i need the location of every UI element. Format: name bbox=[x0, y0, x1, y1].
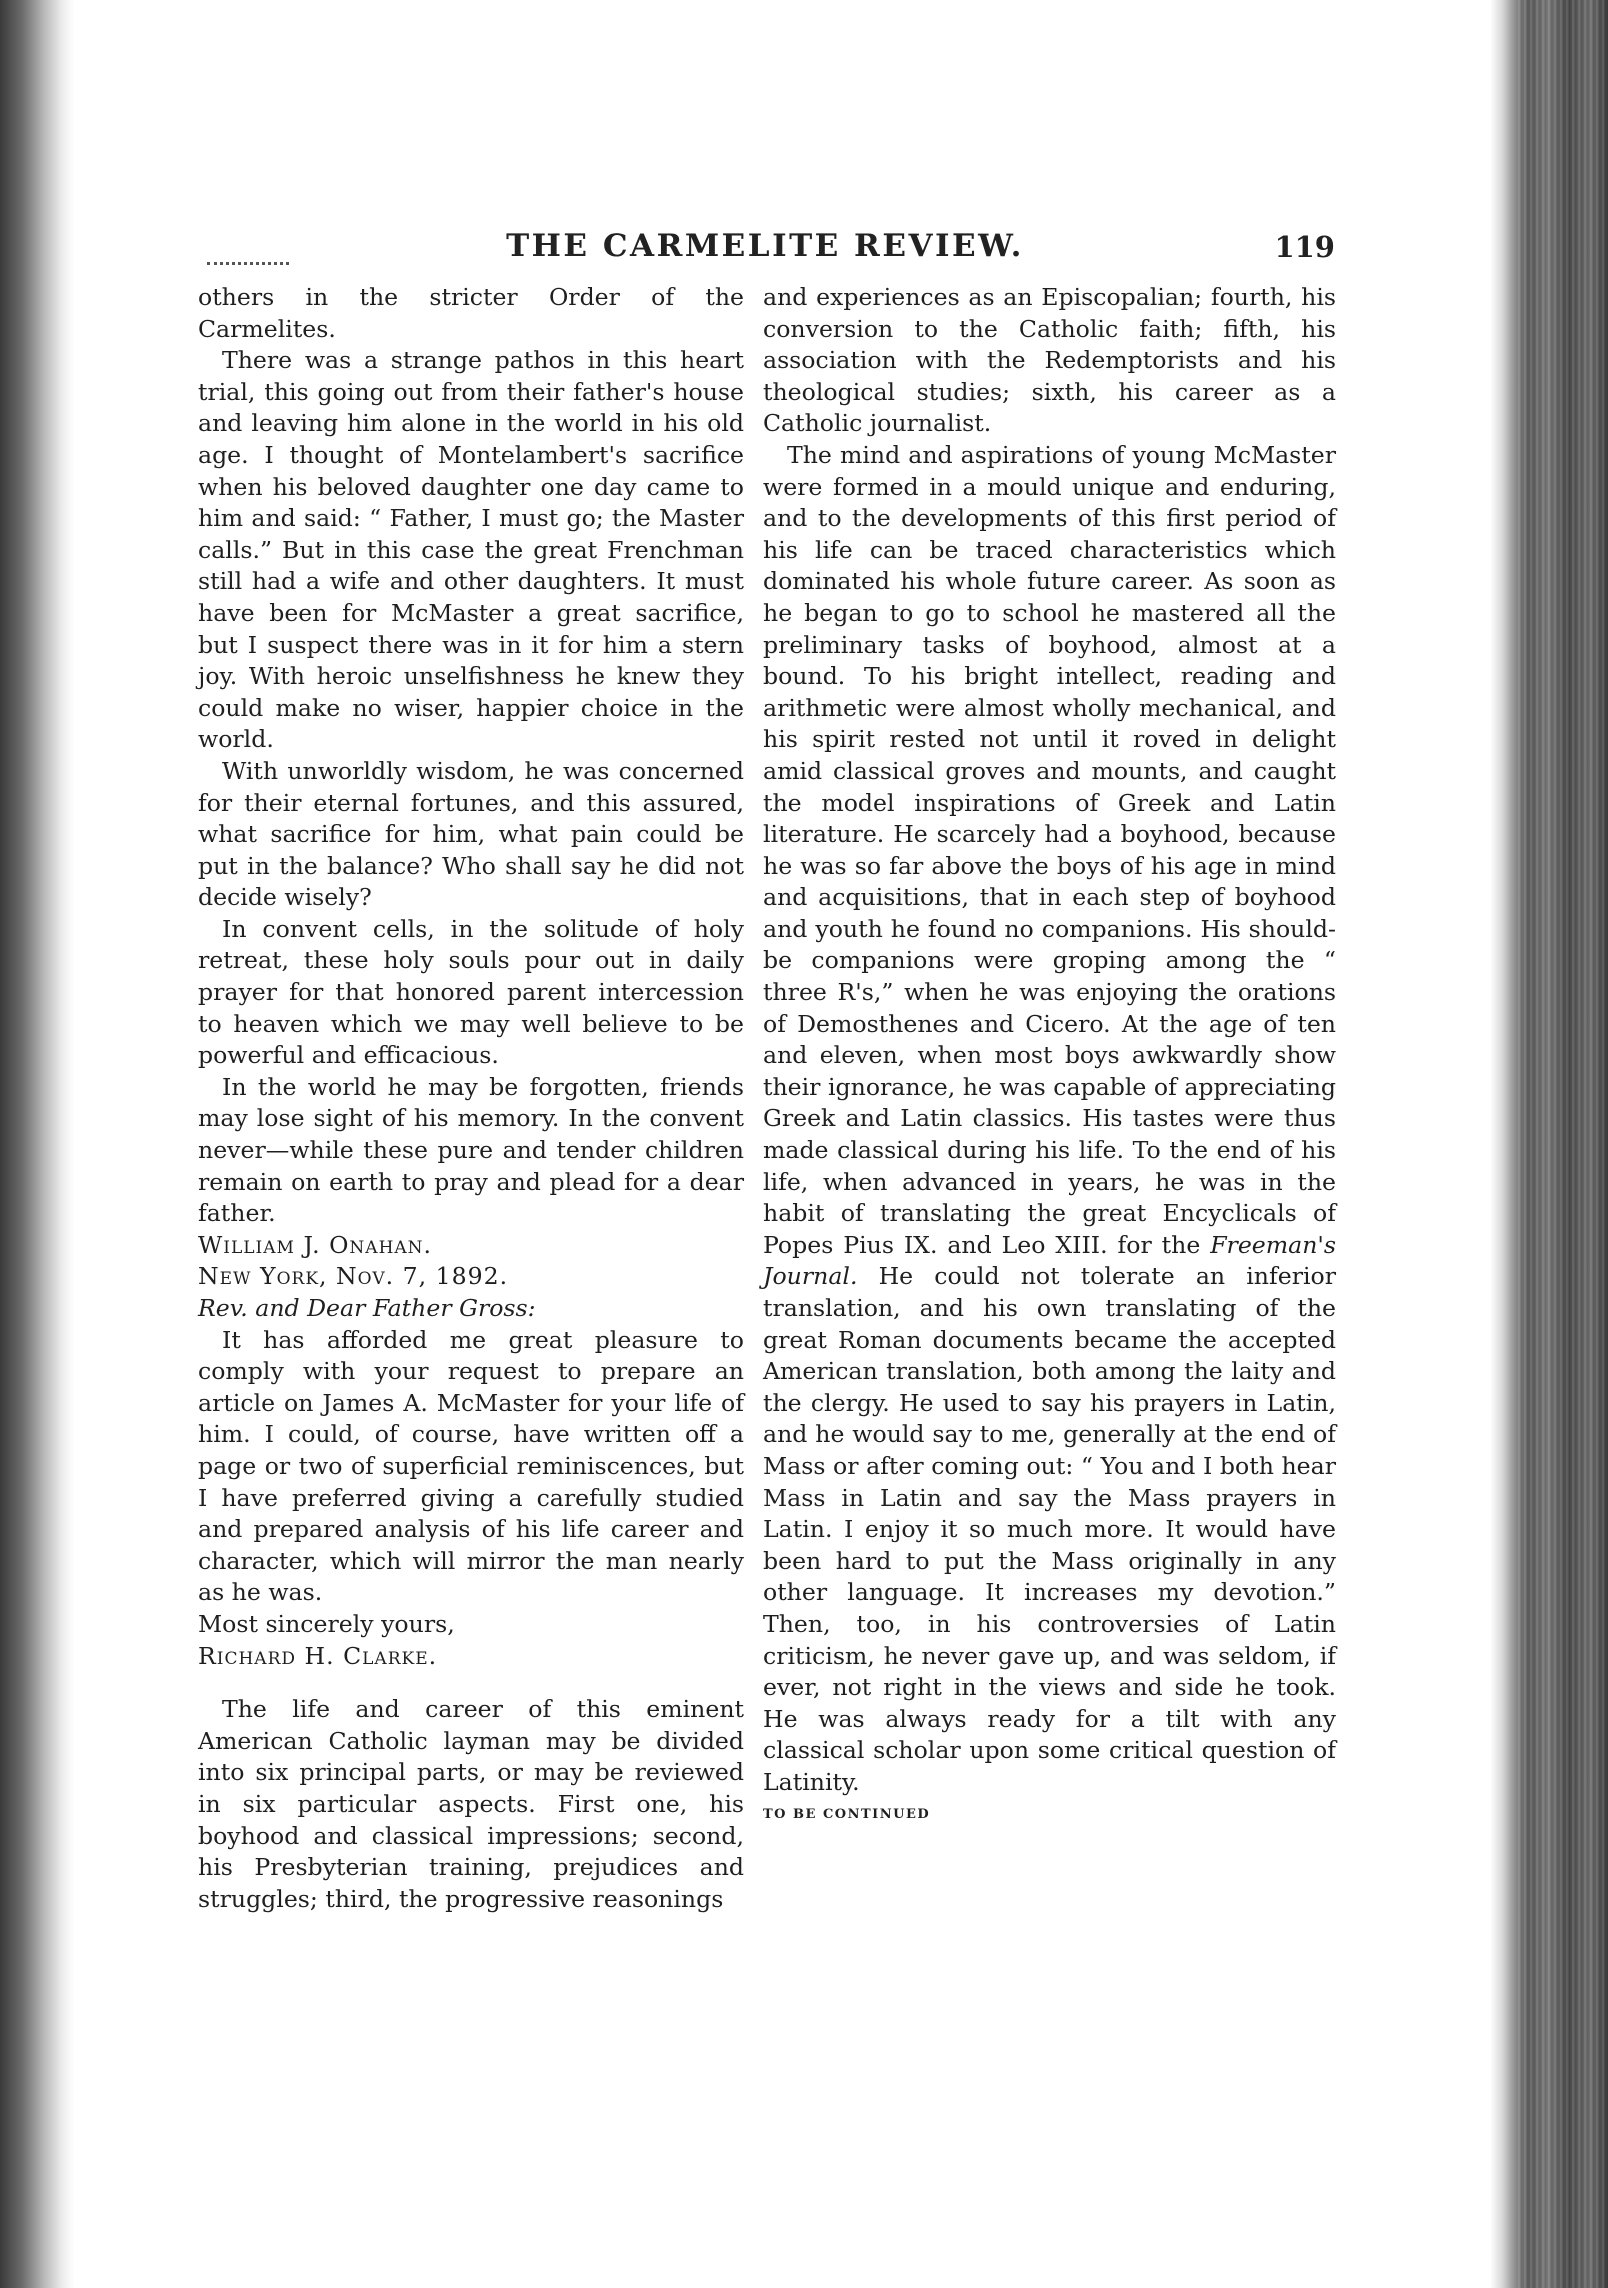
spacer bbox=[198, 1672, 744, 1694]
left-column bbox=[198, 282, 744, 1915]
paragraph: With unworldly wisdom, he was concerned for their eternal fortunes, and this assured, what sacrifice for him, what pain could be put in the balance? Who shall say he did not decide wisely? bbox=[198, 756, 744, 912]
journal-title: THE CARMELITE REVIEW. bbox=[506, 228, 1024, 264]
paragraph: In the world he may be forgotten, friends may lose sight of his memory. In the convent never—while these pure and tender children remain on earth to pray and plead for a dear father. bbox=[198, 1072, 744, 1228]
paragraph: others in the stricter Order of the Carmelites. bbox=[198, 283, 744, 343]
italic-title: Freeman's Journal. bbox=[763, 1230, 1336, 1291]
paragraph: The life and career of this eminent American Catholic layman may be divided into six principal parts, or may be reviewed in six particular aspects. First one, his boyhood and classical impressions; second, his Presbyterian training, prejudices and struggles; third, the progressive reasonings bbox=[198, 1695, 744, 1913]
paragraph: and experiences as an Episcopalian; fourth, his conversion to the Catholic faith; fifth, his association with the Redemptorists and his theological studies; sixth, his career as a Catholic journalist. bbox=[763, 283, 1336, 438]
paragraph: There was a strange pathos in this heart trial, this going out from their father's house and leaving him alone in the world in his old age. I thought of Montelambert's sacrifice when his beloved daughter one day came to him and said: “ Father, I must go; the Master calls.” But in this case the great Frenchman still had a wife and other daughters. It must have been for McMaster a great sacrifice, but I suspect there was in it for him a stern joy. With heroic unselfishness he knew they could make no wiser, happier choice in the world. bbox=[198, 346, 744, 754]
signature-onahan: William J. Onahan. bbox=[198, 1230, 433, 1259]
scan-right-edge bbox=[1490, 0, 1608, 2288]
running-head bbox=[195, 228, 1335, 268]
paragraph: In convent cells, in the solitude of holy retreat, these holy souls pour out in daily prayer for that honored parent intercession to heaven which we may well believe to be powerful and efficacious. bbox=[198, 914, 744, 1070]
paragraph-text: He could not tolerate an inferior translation, and his own translating of the great Roman documents became the accepted American translation, both among the laity and the clergy. He used to say his prayers in Latin, and he would say to me, generally at the end of Mass or after coming out: “ You and I both hear Mass in Latin and say the Mass prayers in Latin. I enjoy it so much more. It would have been hard to put the Mass originally in any other language. It increases my devotion.” Then, too, in his controversies of Latin criticism, he never gave up, and was seldom, if ever, not right in the views and side he took. He was always ready for a tilt with any classical scholar upon some critical question of Latinity. bbox=[763, 1262, 1337, 1796]
paragraph: It has afforded me great pleasure to comply with your request to prepare an article on James A. McMaster for your life of him. I could, of course, have written off a page or two of superficial reminiscences, but I have preferred giving a carefully studied and prepared analysis of his life career and character, which will mirror the man nearly as he was. bbox=[198, 1325, 744, 1607]
letter-salutation: Rev. and Dear Father Gross: bbox=[198, 1294, 536, 1322]
scan-left-edge bbox=[0, 0, 74, 2288]
letter-closing: Most sincerely yours, bbox=[198, 1609, 455, 1638]
page-number: 119 bbox=[1274, 230, 1335, 264]
to-be-continued: TO BE CONTINUED bbox=[763, 1806, 931, 1822]
right-column bbox=[763, 282, 1336, 1830]
letter-dateline: New York, Nov. 7, 1892. bbox=[198, 1262, 509, 1291]
paragraph-text: The mind and aspirations of young McMaster were formed in a mould unique and enduring, and to the developments of this first period of his life can be traced characteristics which dominated his whole future career. As soon as he began to go to school he mastered all the preliminary tasks of boyhood, almost at a bound. To his bright intellect, reading and arithmetic were almost wholly mechanical, and his spirit rested not until it roved in delight amid classical groves and mounts, and caught the model inspirations of Greek and Latin literature. He scarcely had a boyhood, because he was so far above the boys of his age in mind and acquisitions, that in each step of boyhood and youth he found no companions. His should-be companions were groping among the “ three R's,” when he was enjoying the orations of Demosthenes and Cicero. At the age of ten and eleven, when most boys awkwardly show their ignorance, he was capable of appreciating Greek and Latin classics. His tastes were thus made classical during his life. To the end of his life, when advanced in years, he was in the habit of translating the great Encyclicals of Popes Pius IX. and Leo XIII. for the bbox=[763, 440, 1336, 1259]
paragraph-mcmaster bbox=[763, 440, 1336, 1799]
signature-clarke: Richard H. Clarke. bbox=[198, 1641, 438, 1670]
